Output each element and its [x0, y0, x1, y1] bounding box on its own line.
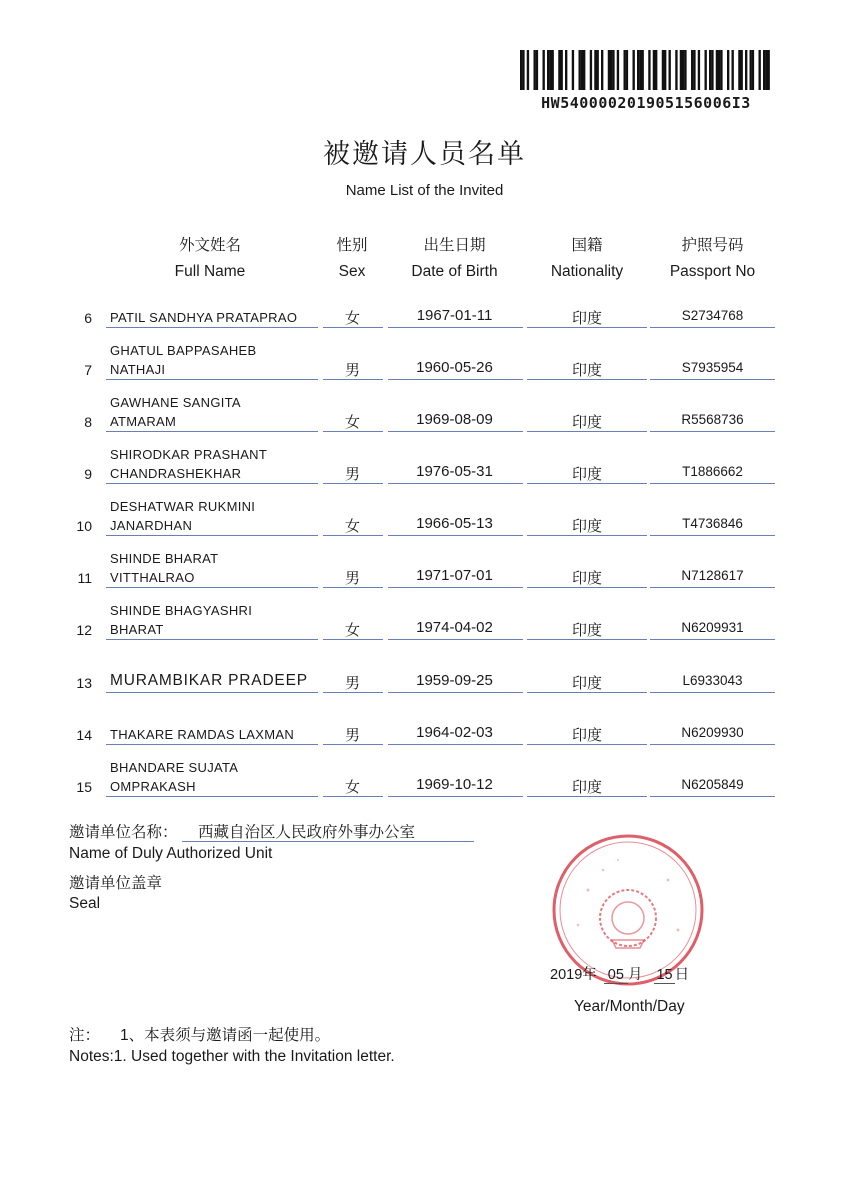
- sex-cell: 女: [344, 518, 360, 535]
- nationality-underline: [527, 431, 647, 432]
- name-underline: [106, 535, 318, 536]
- name-line-2: NATHAJI: [110, 362, 166, 377]
- nationality-underline: [527, 483, 647, 484]
- sex-cell: 女: [344, 779, 360, 796]
- seal-label-en: Seal: [69, 895, 101, 912]
- nationality-cell: 印度: [571, 727, 602, 744]
- name-line-1: GHATUL BAPPASAHEB: [110, 343, 257, 358]
- passport-cell: S2734768: [681, 308, 744, 323]
- dob-cell: 1969-08-09: [416, 411, 493, 428]
- dob-underline: [388, 587, 523, 588]
- header-nationality: 国籍 Nationality: [550, 237, 624, 280]
- sex-cell: 男: [344, 466, 360, 483]
- row-number: 15: [76, 779, 92, 795]
- name-line-1: SHIRODKAR PRASHANT: [110, 447, 268, 462]
- dob-underline: [388, 639, 523, 640]
- nationality-cell: 印度: [571, 779, 602, 796]
- passport-cell: N7128617: [681, 568, 744, 583]
- header-date-of-birth: 出生日期 Date of Birth: [411, 237, 498, 280]
- name-line-2: ATMARAM: [110, 414, 177, 429]
- passport-underline: [650, 379, 775, 380]
- name-line-2: PATIL SANDHYA PRATAPRAO: [110, 310, 298, 325]
- name-line-2: JANARDHAN: [110, 518, 193, 533]
- passport-underline: [650, 535, 775, 536]
- barcode-icon: [520, 50, 772, 90]
- nationality-underline: [527, 587, 647, 588]
- dob-underline: [388, 692, 523, 693]
- sex-cell: 男: [344, 675, 360, 692]
- dob-cell: 1964-02-03: [416, 724, 493, 741]
- passport-underline: [650, 639, 775, 640]
- nationality-cell: 印度: [571, 310, 602, 327]
- page-title: 被邀请人员名单: [323, 139, 526, 170]
- header-passport-no: 护照号码 Passport No: [669, 237, 756, 280]
- passport-underline: [650, 796, 775, 797]
- sex-cell: 女: [344, 310, 360, 327]
- nationality-cell: 印度: [571, 414, 602, 431]
- sex-cell: 男: [344, 362, 360, 379]
- nationality-underline: [527, 796, 647, 797]
- dob-cell: 1976-05-31: [416, 463, 493, 480]
- name-line-2: OMPRAKASH: [110, 779, 196, 794]
- issue-date: 2019年 05 月 15 日: [550, 967, 690, 983]
- name-line-1: GAWHANE SANGITA: [110, 395, 241, 410]
- nationality-underline: [527, 692, 647, 693]
- name-underline: [106, 379, 318, 380]
- dob-cell: 1974-04-02: [416, 619, 493, 636]
- name-underline: [106, 692, 318, 693]
- header-full-name: 外文姓名 Full Name: [174, 237, 246, 280]
- sex-underline: [323, 483, 383, 484]
- row-number: 9: [84, 466, 92, 482]
- sex-cell: 女: [344, 414, 360, 431]
- nationality-cell: 印度: [571, 362, 602, 379]
- nationality-cell: 印度: [571, 570, 602, 587]
- notes-zh: 注： 1、本表须与邀请函一起使用。: [69, 1027, 331, 1044]
- dob-cell: 1966-05-13: [416, 515, 493, 532]
- seal-label-zh: 邀请单位盖章: [69, 875, 163, 892]
- dob-cell: 1971-07-01: [416, 567, 493, 584]
- row-number: 13: [76, 675, 92, 691]
- unit-label-en: Name of Duly Authorized Unit: [69, 845, 273, 862]
- unit-label-zh: 邀请单位名称：: [69, 824, 178, 841]
- row-number: 12: [76, 622, 92, 638]
- row-number: 8: [84, 414, 92, 430]
- dob-cell: 1969-10-12: [416, 776, 493, 793]
- nationality-cell: 印度: [571, 622, 602, 639]
- name-line-2: VITTHALRAO: [110, 570, 195, 585]
- sex-cell: 女: [344, 622, 360, 639]
- row-number: 10: [76, 518, 92, 534]
- passport-cell: T4736846: [682, 516, 743, 531]
- sex-underline: [323, 379, 383, 380]
- passport-underline: [650, 744, 775, 745]
- dob-underline: [388, 379, 523, 380]
- page-subtitle: Name List of the Invited: [345, 182, 504, 199]
- passport-cell: R5568736: [681, 412, 744, 427]
- sex-cell: 男: [344, 570, 360, 587]
- nationality-underline: [527, 639, 647, 640]
- name-line-1: DESHATWAR RUKMINI: [110, 499, 256, 514]
- nationality-cell: 印度: [571, 675, 602, 692]
- dob-cell: 1960-05-26: [416, 359, 493, 376]
- row-number: 11: [77, 570, 92, 586]
- row-number: 7: [84, 362, 92, 378]
- name-underline: [106, 483, 318, 484]
- nationality-cell: 印度: [571, 518, 602, 535]
- dob-underline: [388, 744, 523, 745]
- name-underline: [106, 639, 318, 640]
- name-line-1: BHANDARE SUJATA: [110, 760, 239, 775]
- sex-underline: [323, 639, 383, 640]
- name-line-2: BHARAT: [110, 622, 164, 637]
- passport-cell: N6209931: [681, 620, 744, 635]
- name-line-2: CHANDRASHEKHAR: [110, 466, 242, 481]
- dob-cell: 1967-01-11: [416, 307, 493, 324]
- nationality-cell: 印度: [571, 466, 602, 483]
- passport-underline: [650, 587, 775, 588]
- sex-underline: [323, 587, 383, 588]
- sex-cell: 男: [344, 727, 360, 744]
- name-line-1: SHINDE BHAGYASHRI: [110, 603, 253, 618]
- sex-underline: [323, 744, 383, 745]
- unit-underline: [182, 841, 474, 842]
- name-underline: [106, 796, 318, 797]
- name-underline: [106, 327, 318, 328]
- unit-name-zh: 西藏自治区人民政府外事办公室: [198, 824, 416, 841]
- sex-underline: [323, 692, 383, 693]
- passport-cell: L6933043: [682, 673, 743, 688]
- notes-en: Notes:1. Used together with the Invitation letter.: [69, 1048, 395, 1065]
- name-underline: [106, 431, 318, 432]
- passport-cell: N6209930: [681, 725, 744, 740]
- nationality-underline: [527, 535, 647, 536]
- sex-underline: [323, 327, 383, 328]
- sex-underline: [323, 796, 383, 797]
- nationality-underline: [527, 379, 647, 380]
- header-sex: 性别 Sex: [336, 237, 368, 280]
- sex-underline: [323, 535, 383, 536]
- name-underline: [106, 744, 318, 745]
- passport-cell: S7935954: [681, 360, 744, 375]
- passport-underline: [650, 483, 775, 484]
- dob-underline: [388, 327, 523, 328]
- name-line-2: THAKARE RAMDAS LAXMAN: [110, 727, 295, 742]
- passport-cell: T1886662: [682, 464, 743, 479]
- nationality-underline: [527, 744, 647, 745]
- dob-cell: 1959-09-25: [416, 672, 493, 689]
- dob-underline: [388, 431, 523, 432]
- date-format-label: Year/Month/Day: [574, 998, 685, 1015]
- dob-underline: [388, 483, 523, 484]
- barcode-number: HW540000201905156006I3: [541, 94, 751, 112]
- nationality-underline: [527, 327, 647, 328]
- passport-underline: [650, 692, 775, 693]
- passport-cell: N6205849: [681, 777, 744, 792]
- row-number: 6: [84, 310, 92, 326]
- name-underline: [106, 587, 318, 588]
- sex-underline: [323, 431, 383, 432]
- name-line-1: SHINDE BHARAT: [110, 551, 219, 566]
- passport-underline: [650, 327, 775, 328]
- name-line-2: MURAMBIKAR PRADEEP: [110, 672, 308, 689]
- dob-underline: [388, 535, 523, 536]
- row-number: 14: [76, 727, 92, 743]
- passport-underline: [650, 431, 775, 432]
- dob-underline: [388, 796, 523, 797]
